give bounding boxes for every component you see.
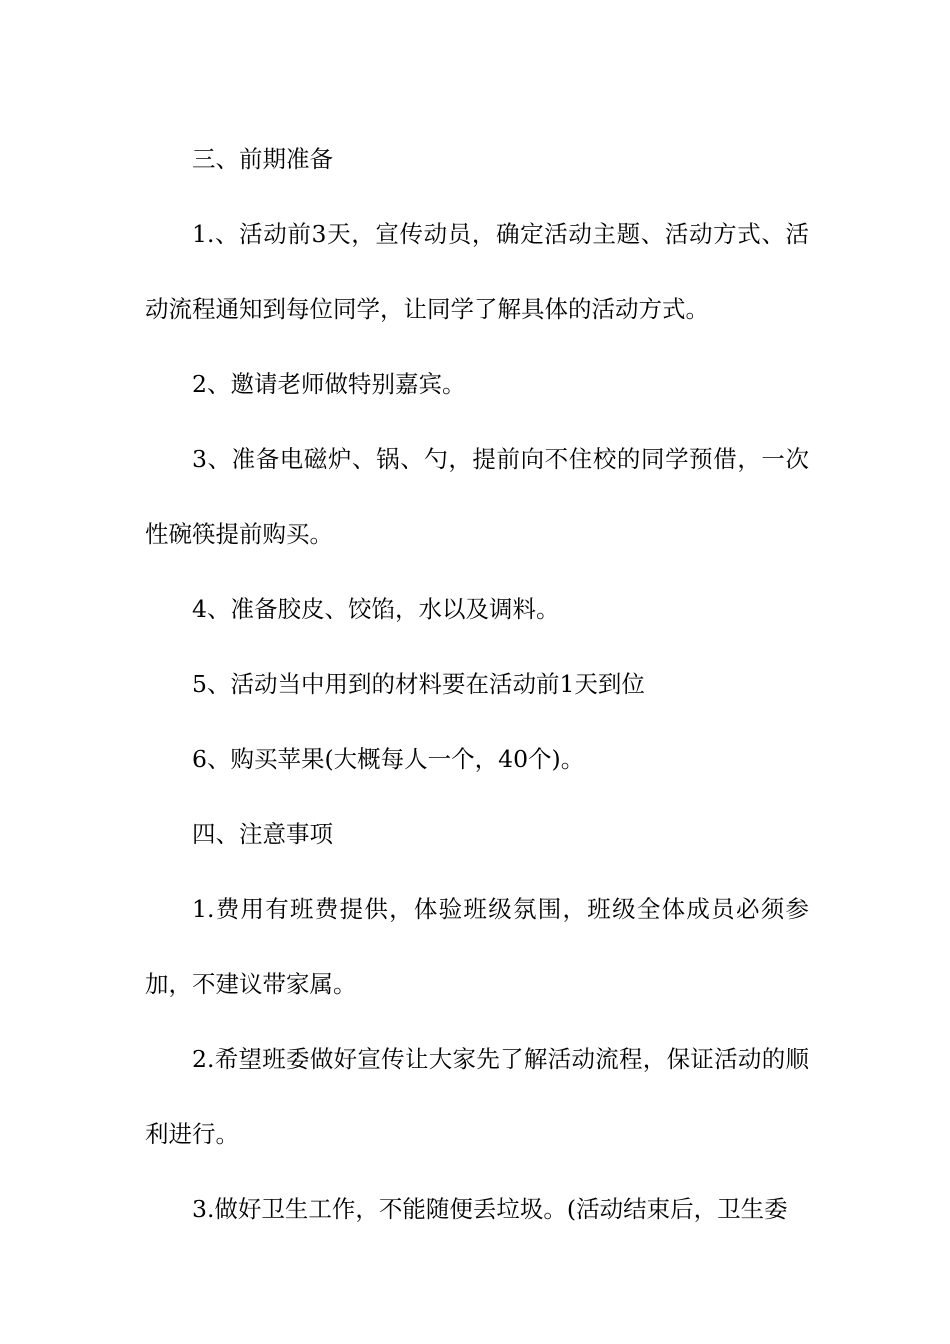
paragraph-prep-item-1: 1.、活动前3天，宣传动员，确定活动主题、活动方式、活动流程通知到每位同学，让同学了解具体的活动方式。 <box>145 220 809 323</box>
section-heading-notes: 四、注意事项 <box>192 820 333 848</box>
paragraph-note-item-3: 3.做好卫生工作，不能随便丢垃圾。(活动结束后，卫生委 <box>192 1195 788 1223</box>
section-heading-preparation: 三、前期准备 <box>192 145 333 173</box>
paragraph-note-item-1: 1.费用有班费提供，体验班级氛围，班级全体成员必须参加，不建议带家属。 <box>145 895 809 998</box>
document-body <box>145 122 809 1247</box>
paragraph-prep-item-6: 6、购买苹果(大概每人一个，40个)。 <box>192 745 585 773</box>
paragraph-prep-item-3: 3、准备电磁炉、锅、勺，提前向不住校的同学预借，一次性碗筷提前购买。 <box>145 445 809 548</box>
paragraph-prep-item-5: 5、活动当中用到的材料要在活动前1天到位 <box>192 670 645 698</box>
paragraph-prep-item-2: 2、邀请老师做特别嘉宾。 <box>192 370 466 398</box>
paragraph-prep-item-4: 4、准备胶皮、饺馅，水以及调料。 <box>192 595 560 623</box>
paragraph-note-item-2: 2.希望班委做好宣传让大家先了解活动流程，保证活动的顺利进行。 <box>145 1045 809 1148</box>
